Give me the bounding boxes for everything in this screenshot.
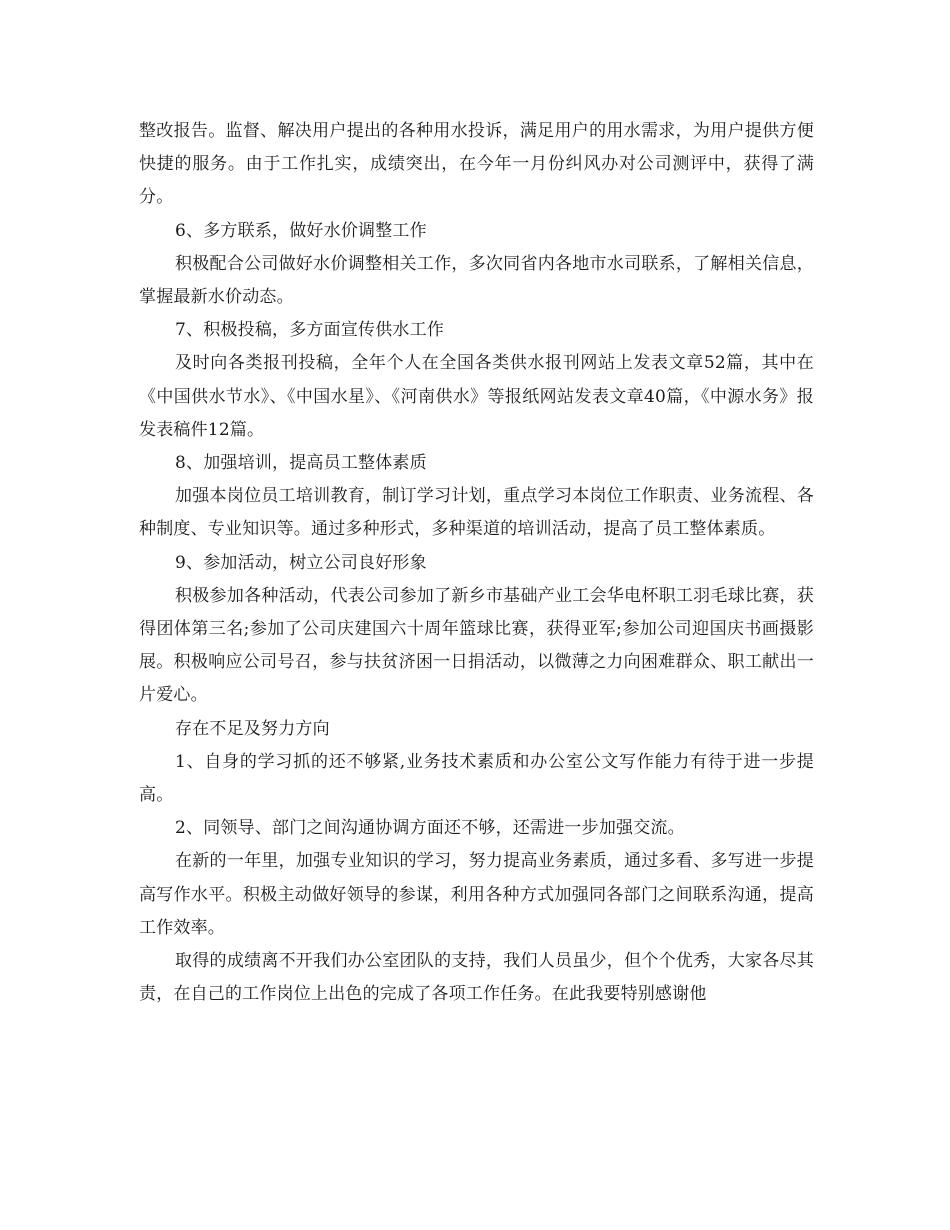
section-heading-9: 9、参加活动，树立公司良好形象 <box>175 552 427 573</box>
paragraph-water-price: 积极配合公司做好水价调整相关工作，多次同省内各地市水司联系，了解相关信息，掌握最新水价动态。 <box>139 253 814 308</box>
paragraph-thanks: 取得的成绩离不开我们办公室团队的支持，我们人员虽少，但个个优秀，大家各尽其责，在自己的工作岗位上出色的完成了各项工作任务。在此我要特别感谢他 <box>139 951 814 1005</box>
section-heading-8: 8、加强培训，提高员工整体素质 <box>175 453 427 474</box>
paragraph-activities: 积极参加各种活动，代表公司参加了新乡市基础产业工会华电杯职工羽毛球比赛，获得团体第三名;参加了公司庆建国六十周年篮球比赛，获得亚军;参加公司迎国庆书画摄影展。积极响应公司号召，参与扶贫济困一日捐活动，以微薄之力向困难群众、职工献出一片爱心。 <box>139 585 814 706</box>
paragraph-shortfall-1: 1、自身的学习抓的还不够紧,业务技术素质和办公室公文写作能力有待于进一步提高。 <box>139 751 814 806</box>
paragraph-new-year: 在新的一年里，加强专业知识的学习，努力提高业务素质，通过多看、多写进一步提高写作水平。积极主动做好领导的参谋，利用各种方式加强同各部门之间联系沟通，提高工作效率。 <box>139 851 814 938</box>
paragraph-shortfall-2: 2、同领导、部门之间沟通协调方面还不够，还需进一步加强交流。 <box>175 818 685 839</box>
paragraph-training: 加强本岗位员工培训教育，制订学习计划，重点学习本岗位工作职责、业务流程、各种制度、专业知识等。通过多种形式，多种渠道的培训活动，提高了员工整体素质。 <box>139 486 814 540</box>
section-heading-shortfalls: 存在不足及努力方向 <box>175 718 330 739</box>
paragraph-continuation: 整改报告。监督、解决用户提出的各种用水投诉，满足用户的用水需求，为用户提供方便快捷的服务。由于工作扎实，成绩突出，在今年一月份纠风办对公司测评中，获得了满分。 <box>139 121 814 208</box>
section-heading-7: 7、积极投稿，多方面宣传供水工作 <box>175 320 445 341</box>
paragraph-publications: 及时向各类报刊投稿，全年个人在全国各类供水报刊网站上发表文章52篇，其中在《中国供水节水》、《中国水星》、《河南供水》等报纸网站发表文章40篇，《中源水务》报发表稿件12篇。 <box>139 353 814 440</box>
section-heading-6: 6、多方联系，做好水价调整工作 <box>175 220 427 241</box>
